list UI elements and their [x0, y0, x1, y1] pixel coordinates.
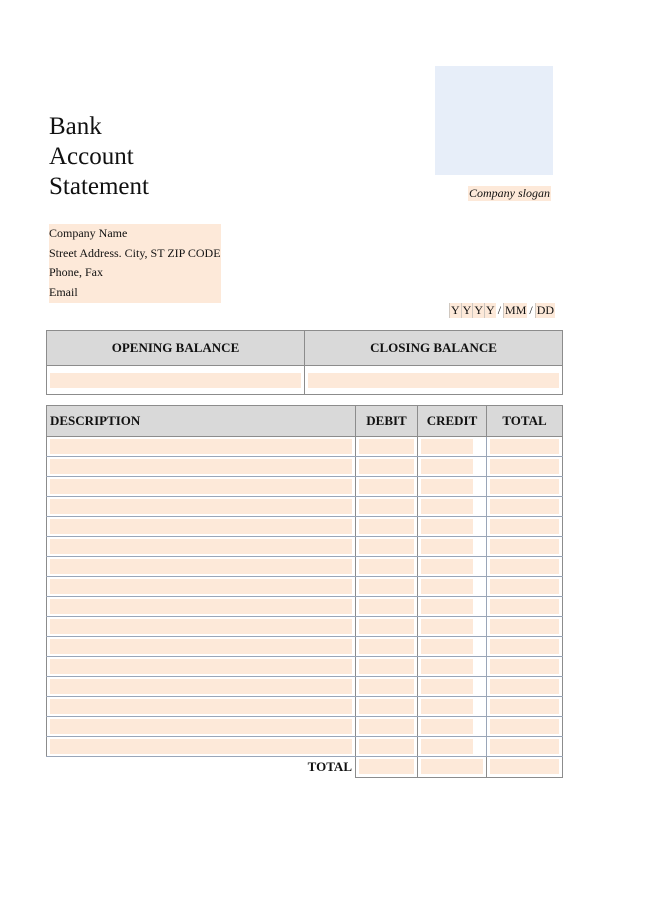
row-total-cell[interactable] [487, 457, 563, 477]
row-debit-input[interactable] [359, 679, 414, 694]
row-total-input[interactable] [490, 619, 559, 634]
row-debit-cell[interactable] [356, 437, 418, 457]
row-total-input[interactable] [490, 479, 559, 494]
row-description-input[interactable] [50, 519, 352, 534]
row-description-cell[interactable] [47, 717, 356, 737]
row-debit-input[interactable] [359, 439, 414, 454]
closing-balance-header: CLOSING BALANCE [305, 331, 563, 366]
balance-table [46, 330, 563, 395]
row-debit-cell[interactable] [356, 637, 418, 657]
row-debit-cell[interactable] [356, 457, 418, 477]
row-credit-input[interactable] [421, 539, 473, 554]
table-row [47, 577, 563, 597]
row-debit-input[interactable] [359, 559, 414, 574]
row-total-cell[interactable] [487, 517, 563, 537]
row-description-cell[interactable] [47, 517, 356, 537]
row-description-input[interactable] [50, 539, 352, 554]
total-credit-input[interactable] [421, 759, 483, 774]
logo-placeholder[interactable] [435, 66, 553, 175]
total-debit-cell[interactable] [356, 757, 418, 778]
closing-balance-cell[interactable] [305, 366, 563, 395]
row-debit-input[interactable] [359, 459, 414, 474]
row-total-cell[interactable] [487, 697, 563, 717]
row-total-cell[interactable] [487, 657, 563, 677]
row-debit-input[interactable] [359, 499, 414, 514]
company-email[interactable]: Email [49, 283, 78, 303]
row-description-input[interactable] [50, 719, 352, 734]
row-debit-cell[interactable] [356, 477, 418, 497]
opening-balance-header: OPENING BALANCE [47, 331, 305, 366]
row-credit-cell[interactable] [418, 737, 487, 757]
row-description-cell[interactable] [47, 597, 356, 617]
row-description-cell[interactable] [47, 457, 356, 477]
total-total-cell[interactable] [487, 757, 563, 778]
row-debit-input[interactable] [359, 739, 414, 754]
table-row [47, 557, 563, 577]
row-description-input[interactable] [50, 499, 352, 514]
row-total-input[interactable] [490, 579, 559, 594]
total-total-input[interactable] [490, 759, 559, 774]
row-credit-input[interactable] [421, 499, 473, 514]
row-credit-cell[interactable] [418, 477, 487, 497]
row-description-input[interactable] [50, 559, 352, 574]
row-debit-cell[interactable] [356, 517, 418, 537]
row-total-input[interactable] [490, 739, 559, 754]
table-row [47, 637, 563, 657]
row-description-cell[interactable] [47, 437, 356, 457]
row-credit-input[interactable] [421, 459, 473, 474]
company-name[interactable]: Company Name [49, 224, 127, 244]
row-total-cell[interactable] [487, 617, 563, 637]
grand-total-label: TOTAL [307, 759, 352, 774]
date-month[interactable]: MM [505, 303, 527, 317]
row-description-input[interactable] [50, 639, 352, 654]
date-year-3[interactable]: Y [474, 303, 484, 317]
row-credit-cell[interactable] [418, 717, 487, 737]
row-total-cell[interactable] [487, 597, 563, 617]
date-year-1[interactable]: Y [451, 303, 460, 317]
row-description-cell[interactable] [47, 637, 356, 657]
statement-date[interactable] [449, 303, 555, 318]
row-description-cell[interactable] [47, 617, 356, 637]
table-row [47, 717, 563, 737]
row-description-input[interactable] [50, 679, 352, 694]
row-credit-cell[interactable] [418, 457, 487, 477]
row-credit-input[interactable] [421, 479, 473, 494]
row-credit-cell[interactable] [418, 517, 487, 537]
row-credit-cell[interactable] [418, 637, 487, 657]
table-row [47, 457, 563, 477]
statement-title [49, 112, 149, 202]
row-debit-input[interactable] [359, 699, 414, 714]
row-total-cell[interactable] [487, 557, 563, 577]
opening-balance-input[interactable] [50, 373, 301, 388]
row-description-input[interactable] [50, 699, 352, 714]
row-debit-cell[interactable] [356, 657, 418, 677]
row-debit-input[interactable] [359, 579, 414, 594]
table-row [47, 737, 563, 757]
transactions-table [46, 405, 563, 778]
row-description-cell[interactable] [47, 537, 356, 557]
row-total-input[interactable] [490, 599, 559, 614]
row-credit-cell[interactable] [418, 657, 487, 677]
closing-balance-input[interactable] [308, 373, 559, 388]
debit-header: DEBIT [356, 406, 418, 437]
row-credit-cell[interactable] [418, 557, 487, 577]
row-total-cell[interactable] [487, 497, 563, 517]
row-debit-cell[interactable] [356, 597, 418, 617]
row-debit-input[interactable] [359, 539, 414, 554]
row-total-cell[interactable] [487, 677, 563, 697]
row-debit-cell[interactable] [356, 577, 418, 597]
row-credit-cell[interactable] [418, 597, 487, 617]
row-credit-cell[interactable] [418, 437, 487, 457]
row-total-input[interactable] [490, 699, 559, 714]
table-row [47, 657, 563, 677]
row-total-input[interactable] [490, 639, 559, 654]
row-debit-input[interactable] [359, 519, 414, 534]
row-credit-input[interactable] [421, 699, 473, 714]
table-row [47, 477, 563, 497]
row-total-input[interactable] [490, 659, 559, 674]
date-separator: / [497, 303, 502, 317]
row-total-cell[interactable] [487, 477, 563, 497]
table-row [47, 537, 563, 557]
table-row [47, 617, 563, 637]
row-debit-input[interactable] [359, 659, 414, 674]
table-row [47, 597, 563, 617]
table-row [47, 497, 563, 517]
description-header: DESCRIPTION [47, 406, 356, 437]
row-credit-input[interactable] [421, 559, 473, 574]
row-credit-cell[interactable] [418, 577, 487, 597]
row-credit-input[interactable] [421, 599, 473, 614]
row-description-input[interactable] [50, 659, 352, 674]
row-credit-cell[interactable] [418, 697, 487, 717]
date-day[interactable]: DD [536, 303, 555, 317]
row-credit-input[interactable] [421, 619, 473, 634]
title-line-1: Bank [49, 113, 102, 140]
row-debit-input[interactable] [359, 619, 414, 634]
row-description-input[interactable] [50, 739, 352, 754]
row-total-cell[interactable] [487, 717, 563, 737]
table-row [47, 697, 563, 717]
row-credit-input[interactable] [421, 679, 473, 694]
row-debit-cell[interactable] [356, 717, 418, 737]
row-total-cell[interactable] [487, 577, 563, 597]
row-total-input[interactable] [490, 539, 559, 554]
opening-balance-cell[interactable] [47, 366, 305, 395]
table-row [47, 677, 563, 697]
title-line-2: Account [49, 143, 134, 170]
row-description-cell[interactable] [47, 657, 356, 677]
row-credit-input[interactable] [421, 519, 473, 534]
row-total-input[interactable] [490, 519, 559, 534]
row-credit-input[interactable] [421, 719, 473, 734]
row-debit-cell[interactable] [356, 557, 418, 577]
company-phone-fax[interactable]: Phone, Fax [49, 263, 103, 283]
title-line-3: Statement [49, 173, 149, 200]
row-debit-input[interactable] [359, 639, 414, 654]
company-info [49, 224, 221, 303]
row-credit-input[interactable] [421, 739, 473, 754]
row-total-input[interactable] [490, 679, 559, 694]
row-credit-cell[interactable] [418, 497, 487, 517]
date-separator: / [529, 303, 533, 317]
row-total-input[interactable] [490, 719, 559, 734]
date-year-4[interactable]: Y [486, 303, 495, 317]
row-description-input[interactable] [50, 599, 352, 614]
row-credit-cell[interactable] [418, 677, 487, 697]
row-total-input[interactable] [490, 459, 559, 474]
row-description-input[interactable] [50, 459, 352, 474]
row-description-cell[interactable] [47, 557, 356, 577]
table-row [47, 517, 563, 537]
row-debit-cell[interactable] [356, 537, 418, 557]
row-debit-cell[interactable] [356, 617, 418, 637]
row-credit-cell[interactable] [418, 537, 487, 557]
row-description-cell[interactable] [47, 577, 356, 597]
total-debit-input[interactable] [359, 759, 414, 774]
row-total-cell[interactable] [487, 637, 563, 657]
row-description-cell[interactable] [47, 497, 356, 517]
credit-header: CREDIT [418, 406, 487, 437]
total-credit-cell[interactable] [418, 757, 487, 778]
row-debit-cell[interactable] [356, 737, 418, 757]
row-debit-input[interactable] [359, 599, 414, 614]
row-debit-input[interactable] [359, 719, 414, 734]
row-total-cell[interactable] [487, 737, 563, 757]
row-total-input[interactable] [490, 499, 559, 514]
row-credit-cell[interactable] [418, 617, 487, 637]
row-credit-input[interactable] [421, 659, 473, 674]
row-description-cell[interactable] [47, 677, 356, 697]
row-debit-cell[interactable] [356, 677, 418, 697]
row-description-cell[interactable] [47, 697, 356, 717]
row-total-cell[interactable] [487, 437, 563, 457]
row-description-input[interactable] [50, 619, 352, 634]
company-address[interactable]: Street Address. City, ST ZIP CODE [49, 244, 221, 264]
row-debit-cell[interactable] [356, 697, 418, 717]
total-header: TOTAL [487, 406, 563, 437]
company-slogan[interactable]: Company slogan [469, 186, 550, 200]
row-description-cell[interactable] [47, 737, 356, 757]
row-description-cell[interactable] [47, 477, 356, 497]
row-total-input[interactable] [490, 559, 559, 574]
row-debit-cell[interactable] [356, 497, 418, 517]
row-credit-input[interactable] [421, 639, 473, 654]
row-description-input[interactable] [50, 479, 352, 494]
row-credit-input[interactable] [421, 439, 473, 454]
row-credit-input[interactable] [421, 579, 473, 594]
row-total-cell[interactable] [487, 537, 563, 557]
table-row [47, 437, 563, 457]
row-description-input[interactable] [50, 439, 352, 454]
date-year-2[interactable]: Y [462, 303, 472, 317]
row-debit-input[interactable] [359, 479, 414, 494]
row-description-input[interactable] [50, 579, 352, 594]
row-total-input[interactable] [490, 439, 559, 454]
